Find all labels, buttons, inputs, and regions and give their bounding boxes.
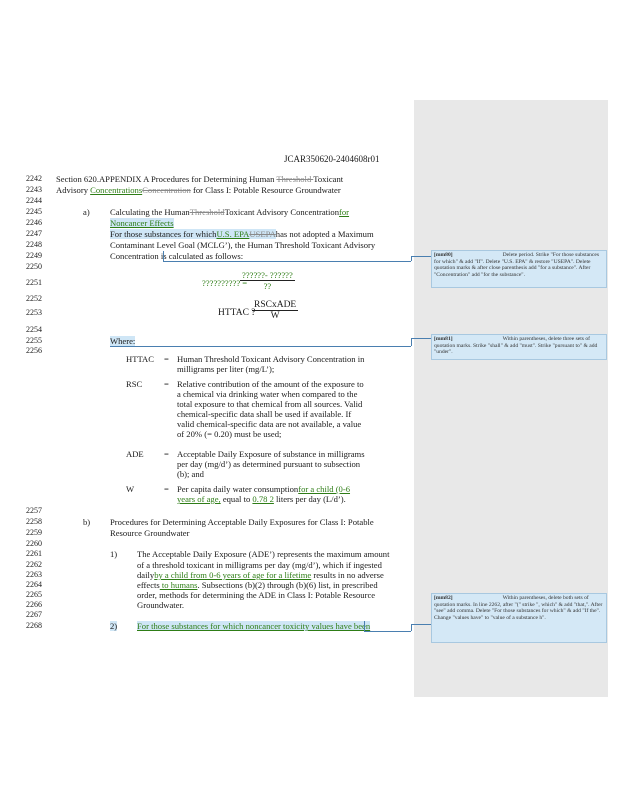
comment-connector [411,624,412,631]
subsection-marker-a: a) [83,207,90,217]
comment-connector [411,624,431,625]
line-number: 2268 [26,621,42,630]
def-term: ADE [126,449,144,459]
subsection-b-heading-line2: Resource Groundwater [110,528,190,538]
line-number: 2248 [26,240,42,249]
line-number: 2253 [26,308,42,317]
comment-connector [411,256,412,261]
subsection-a-para-line2: Contaminant Level Goal (MCLG’), the Human Threshold Toxicant Advisory [110,240,376,250]
def-text: per day (mg/d’) as determined pursuant to subsection [177,459,361,469]
def-equals: = [164,379,169,389]
where-label: Where: [110,336,136,346]
comment-connector [163,261,411,262]
def-text: total exposure to that chemical from all sources. Valid [177,399,363,409]
def-text: years of age, equal to 0.78 2 liters per day (L/d’). [177,494,346,504]
equation-2-lhs: HTTAC ? [218,308,256,318]
equation-1-fraction: ??????- ?????? ?? [242,270,293,291]
comment-balloon[interactable]: [mm81] Within parentheses, delete three sets of quotation marks. Strike "shall" & add "must". Strike "pursuant to" & add "under". [431,334,607,360]
line-number: 2257 [26,506,42,515]
section-title-line2: Advisory ConcentrationsConcentration for Class I: Potable Resource Groundwater [56,185,341,195]
line-number: 2244 [26,196,42,205]
comment-connector [411,338,412,346]
def-text: Per capita daily water consumptionfor a child (0-6 [177,484,351,494]
line-number: 2252 [26,294,42,303]
comment-connector [411,256,431,257]
def-equals: = [164,449,169,459]
line-number: 2258 [26,517,42,526]
line-number: 2265 [26,590,42,599]
def-text: Human Threshold Toxicant Advisory Concentration in [177,354,365,364]
section-title: Section 620.APPENDIX A Procedures for Determining Human Threshold Toxicant [56,174,344,184]
item-2-text: For those substances for which noncancer toxicity values have been [137,621,371,631]
def-text: Relative contribution of the amount of the exposure to [177,379,364,389]
comment-connector [364,621,365,631]
line-number: 2246 [26,218,42,227]
document-header: JCAR350620-2404608r01 [284,154,380,164]
line-number: 2247 [26,229,42,238]
line-number: 2263 [26,570,42,579]
def-text: Acceptable Daily Exposure of substance in milligrams [177,449,365,459]
line-number: 2262 [26,560,42,569]
def-term: W [126,484,135,494]
line-number: 2249 [26,251,42,260]
def-text: valid chemical-specific data are not available, a value [177,419,362,429]
subsection-a-para-line3: Concentration is calculated as follows: [110,251,244,261]
subsection-marker-b: b) [83,517,91,527]
subsection-a-heading-line2: Noncancer Effects [110,218,174,228]
line-number: 2267 [26,610,42,619]
line-number: 2250 [26,262,42,271]
line-number: 2243 [26,185,42,194]
item-1-text: dailyby a child from 0-6 years of age for a lifetime results in no adverse [137,570,384,580]
def-term: HTTAC [126,354,154,364]
def-text: chemical-specific data shall be used if available. If [177,409,352,419]
line-number: 2245 [26,207,42,216]
item-marker-1: 1) [110,549,118,559]
line-number: 2251 [26,278,42,287]
def-text: of 20% (= 0.20) must be used; [177,429,282,439]
line-number: 2254 [26,325,42,334]
line-number: 2266 [26,600,42,609]
subsection-a-para: For those substances for whichU.S. EPAUSEPAhas not adopted a Maximum [110,229,374,239]
item-1-text: order, methods for determining the ADE in Class I: Potable Resource [137,590,376,600]
line-number: 2256 [26,346,42,355]
def-equals: = [164,484,169,494]
comment-connector [163,251,164,261]
comment-balloon[interactable]: [mm82] Within parentheses, delete both sets of quotation marks. In line 2262, after "(" strike ", which" & add "that,". After "see" add comma. Delete "For those substances for which" & add "If the". Change "values have" to "value of a substance h". [431,593,607,643]
line-number: 2242 [26,174,42,183]
subsection-a-heading: Calculating the HumanThresholdToxicant Advisory Concentrationfor [110,207,350,217]
item-1-text: Groundwater. [137,600,185,610]
line-number: 2260 [26,539,42,548]
equation-2-fraction: RSCxADE W [254,300,297,321]
line-number: 2261 [26,549,42,558]
line-number: 2255 [26,336,42,345]
line-number: 2259 [26,528,42,537]
equation-1-lhs: ?????????? = [202,278,248,288]
comment-connector [364,631,411,632]
item-1-text: of a threshold toxicant in milligrams per day (mg/d’), which if ingested [137,560,382,570]
item-marker-2: 2) [110,621,118,631]
item-1-text: The Acceptable Daily Exposure (ADE’) represents the maximum amount [137,549,390,559]
comment-connector [411,338,431,339]
def-term: RSC [126,379,143,389]
subsection-b-heading: Procedures for Determining Acceptable Daily Exposures for Class I: Potable [110,517,374,527]
def-text: (b); and [177,469,204,479]
line-number: 2264 [26,580,42,589]
def-equals: = [164,354,169,364]
comment-balloon[interactable]: [mm80] Delete period. Strike "For those substances for which" & add "If". Delete "U.S. EPA" & restore "USEPA". Delete quotation marks & after close parenthesis add "for a substance". After "Concentration" add "for the substance". [431,250,607,288]
comment-connector [110,346,411,347]
def-text: milligrams per liter (mg/L’); [177,364,275,374]
item-1-text: effects to humans. Subsections (b)(2) through (b)(6) list, in prescribed [137,580,378,590]
def-text: a chemical via drinking water when compared to the [177,389,358,399]
